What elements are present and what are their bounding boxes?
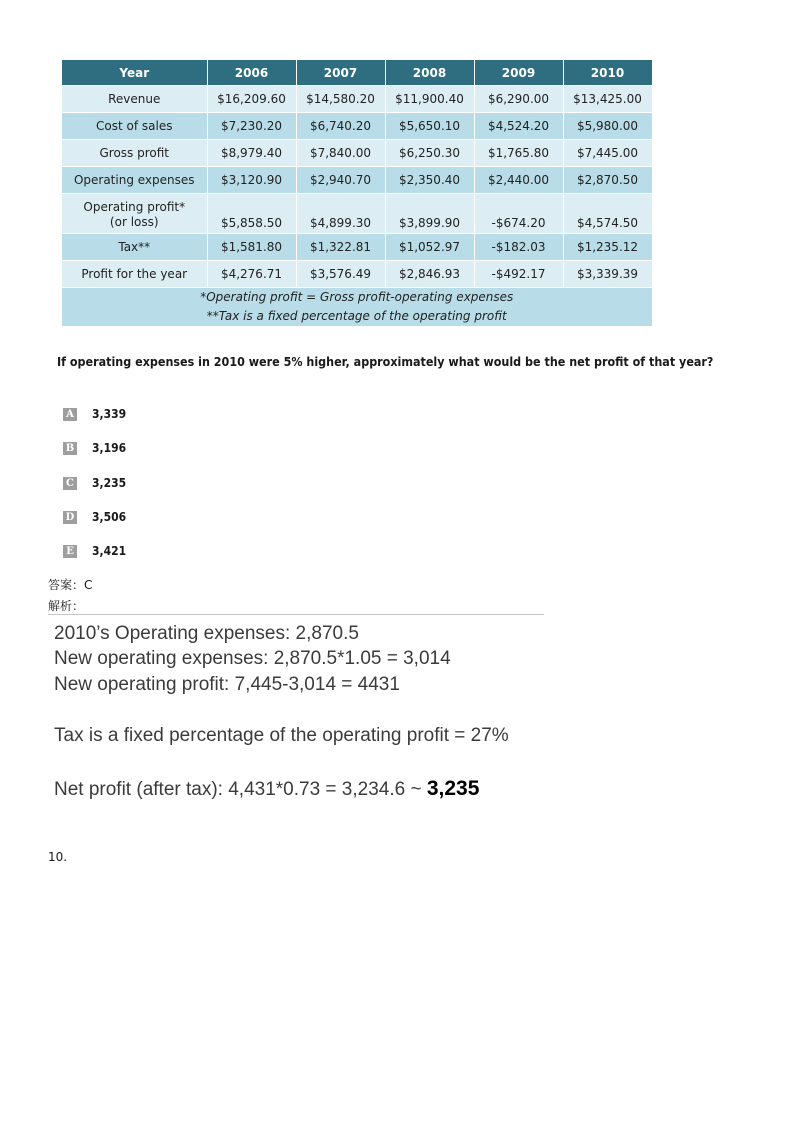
option-e[interactable] [63, 543, 130, 559]
table-row [62, 234, 652, 261]
answer-label: 答案：C [48, 578, 93, 592]
table-cell: $5,980.00 [563, 113, 652, 140]
financial-table [62, 60, 653, 326]
table-row [62, 113, 652, 140]
row-label: Gross profit [62, 140, 207, 167]
table-footnote-row [62, 288, 652, 327]
explanation-net-profit [54, 777, 479, 801]
header-year: Year [62, 60, 207, 86]
row-label: Profit for the year [62, 261, 207, 288]
table-cell: $5,858.50 [207, 194, 296, 234]
explanation-line: New operating profit: 7,445-3,014 = 4431 [54, 674, 400, 695]
header-2007: 2007 [296, 60, 385, 86]
option-value: 3,235 [92, 476, 127, 490]
row-label-line2: (or loss) [109, 215, 159, 229]
option-a[interactable] [63, 406, 130, 422]
header-2009: 2009 [474, 60, 563, 86]
table-header-row [62, 60, 652, 86]
table-cell: $2,440.00 [474, 167, 563, 194]
row-label: Cost of sales [62, 113, 207, 140]
header-2006: 2006 [207, 60, 296, 86]
table-cell: $4,899.30 [296, 194, 385, 234]
explanation-result: 3,235 [426, 777, 480, 800]
table-cell: $16,209.60 [207, 86, 296, 113]
analysis-label: 解析： [48, 599, 85, 613]
table-cell: $4,574.50 [563, 194, 652, 234]
option-c[interactable] [63, 475, 130, 491]
table-cell: $6,250.30 [385, 140, 474, 167]
table-cell: $1,581.80 [207, 234, 296, 261]
row-label-line1: Operating profit* [83, 200, 186, 214]
row-label [62, 194, 207, 234]
divider [48, 614, 544, 615]
table-cell: $5,650.10 [385, 113, 474, 140]
table-cell: $1,235.12 [563, 234, 652, 261]
table-cell: $7,445.00 [563, 140, 652, 167]
table-row [62, 86, 652, 113]
table-cell: $2,940.70 [296, 167, 385, 194]
table-cell: $8,979.40 [207, 140, 296, 167]
table-footnotes [62, 288, 652, 327]
option-letter-badge: A [63, 408, 77, 421]
option-d[interactable] [63, 509, 130, 525]
table-cell: $11,900.40 [385, 86, 474, 113]
option-value: 3,421 [92, 544, 127, 558]
option-letter-badge: C [63, 477, 77, 490]
next-question-number: 10. [48, 850, 68, 864]
footnote-tax: **Tax is a fixed percentage of the operating profit [206, 309, 507, 323]
question-text: If operating expenses in 2010 were 5% higher, approximately what would be the net profit of that year? [57, 355, 714, 369]
row-label: Operating expenses [62, 167, 207, 194]
table-cell: $1,765.80 [474, 140, 563, 167]
table-cell: $6,740.20 [296, 113, 385, 140]
table-cell: $14,580.20 [296, 86, 385, 113]
table-row [62, 194, 652, 234]
option-letter-badge: B [63, 442, 77, 455]
row-label: Tax** [62, 234, 207, 261]
table-cell: -$492.17 [474, 261, 563, 288]
table-cell: $3,339.39 [563, 261, 652, 288]
table-row [62, 167, 652, 194]
footnote-operating-profit: *Operating profit = Gross profit-operating expenses [200, 290, 514, 304]
table-cell: -$674.20 [474, 194, 563, 234]
option-value: 3,339 [92, 407, 127, 421]
table-row [62, 261, 652, 288]
table-cell: $3,899.90 [385, 194, 474, 234]
explanation-line: Tax is a fixed percentage of the operating profit = 27% [54, 725, 509, 746]
table-cell: $1,052.97 [385, 234, 474, 261]
row-label: Revenue [62, 86, 207, 113]
header-2008: 2008 [385, 60, 474, 86]
table-cell: $1,322.81 [296, 234, 385, 261]
table-cell: $13,425.00 [563, 86, 652, 113]
header-2010: 2010 [563, 60, 652, 86]
table-cell: $7,840.00 [296, 140, 385, 167]
option-value: 3,196 [92, 441, 127, 455]
table-cell: $2,846.93 [385, 261, 474, 288]
option-b[interactable] [63, 440, 130, 456]
table-cell: $6,290.00 [474, 86, 563, 113]
explanation-net-profit-text: Net profit (after tax): 4,431*0.73 = 3,234.6 ~ [54, 779, 427, 800]
table-cell: $4,276.71 [207, 261, 296, 288]
table-cell: -$182.03 [474, 234, 563, 261]
option-letter-badge: D [63, 511, 77, 524]
option-letter-badge: E [63, 545, 77, 558]
explanation-line: 2010’s Operating expenses: 2,870.5 [54, 623, 359, 644]
table-cell: $4,524.20 [474, 113, 563, 140]
table-cell: $2,350.40 [385, 167, 474, 194]
table-cell: $2,870.50 [563, 167, 652, 194]
table-cell: $3,576.49 [296, 261, 385, 288]
table-cell: $7,230.20 [207, 113, 296, 140]
explanation-line: New operating expenses: 2,870.5*1.05 = 3,014 [54, 648, 451, 669]
option-value: 3,506 [92, 510, 127, 524]
table-row [62, 140, 652, 167]
table-cell: $3,120.90 [207, 167, 296, 194]
